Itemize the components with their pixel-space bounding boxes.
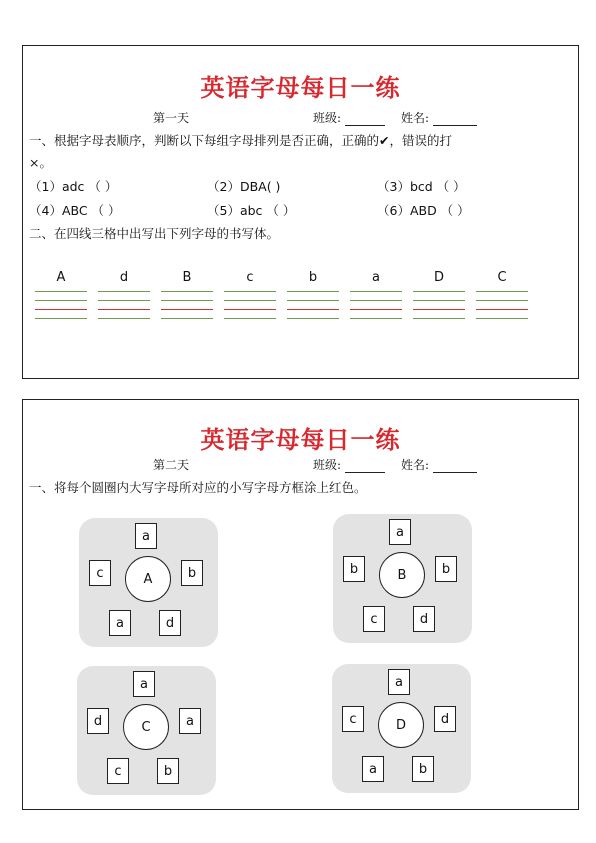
writing-line[interactable] xyxy=(476,291,528,292)
letter-2: B xyxy=(182,270,192,285)
writing-line[interactable] xyxy=(476,309,528,310)
class-label: 班级: xyxy=(313,458,342,472)
letter-4: b xyxy=(308,270,318,285)
lowercase-box-bottom-left[interactable]: a xyxy=(109,610,131,636)
uppercase-circle: B xyxy=(379,552,425,598)
lowercase-box-left[interactable]: d xyxy=(87,708,109,734)
name-label: 姓名: xyxy=(401,111,430,125)
name-field xyxy=(401,456,477,473)
letter-5: a xyxy=(372,270,380,285)
letter-7: C xyxy=(497,270,507,285)
day-label: 第一天 xyxy=(153,111,190,125)
writing-line[interactable] xyxy=(35,291,87,292)
letter-0: A xyxy=(56,270,66,285)
lowercase-box-bottom-left[interactable]: c xyxy=(107,758,129,784)
writing-line[interactable] xyxy=(287,300,339,301)
option-5 xyxy=(207,201,295,219)
writing-line[interactable] xyxy=(98,300,150,301)
lowercase-box-bottom-left[interactable]: c xyxy=(363,606,385,632)
writing-line[interactable] xyxy=(476,300,528,301)
lowercase-box-left[interactable]: b xyxy=(343,556,365,582)
question-1: 一、将每个圆圈内大写字母所对应的小写字母方框涂上红色。 xyxy=(29,480,367,495)
writing-line[interactable] xyxy=(413,318,465,319)
writing-line[interactable] xyxy=(35,309,87,310)
lowercase-box-top[interactable]: a xyxy=(133,671,155,697)
lowercase-box-right[interactable]: a xyxy=(179,708,201,734)
option-number: （3） xyxy=(377,179,410,194)
option-text: adc （ ） xyxy=(61,179,118,194)
lowercase-box-right[interactable]: b xyxy=(435,556,457,582)
day-label: 第二天 xyxy=(153,458,190,472)
option-text: bcd （ ） xyxy=(409,179,466,194)
worksheet-day2 xyxy=(22,399,579,810)
worksheet-day1 xyxy=(22,45,579,379)
option-1 xyxy=(29,177,117,195)
class-field xyxy=(313,456,385,473)
lowercase-box-bottom-right[interactable]: d xyxy=(413,606,435,632)
lowercase-box-left[interactable]: c xyxy=(342,706,364,732)
option-4 xyxy=(29,201,121,219)
writing-line[interactable] xyxy=(98,309,150,310)
class-field xyxy=(313,109,385,126)
writing-line[interactable] xyxy=(287,291,339,292)
uppercase-circle: C xyxy=(123,704,169,750)
writing-line[interactable] xyxy=(287,318,339,319)
question-1-line2: ×。 xyxy=(29,155,52,170)
option-number: （4） xyxy=(29,203,62,218)
writing-line[interactable] xyxy=(413,291,465,292)
writing-line[interactable] xyxy=(413,309,465,310)
lowercase-box-left[interactable]: c xyxy=(89,560,111,586)
option-number: （5） xyxy=(207,203,240,218)
writing-line[interactable] xyxy=(224,300,276,301)
writing-line[interactable] xyxy=(350,300,402,301)
uppercase-circle: D xyxy=(378,702,424,748)
worksheet-title: 英语字母每日一练 xyxy=(200,73,401,102)
writing-line[interactable] xyxy=(161,291,213,292)
option-number: （6） xyxy=(377,203,410,218)
writing-line[interactable] xyxy=(161,309,213,310)
letter-6: D xyxy=(433,270,444,285)
lowercase-box-bottom-right[interactable]: b xyxy=(412,756,434,782)
option-2 xyxy=(207,177,280,195)
option-number: （1） xyxy=(29,179,62,194)
lowercase-box-bottom-right[interactable]: d xyxy=(159,610,181,636)
letter-3: c xyxy=(246,270,254,285)
writing-line[interactable] xyxy=(413,300,465,301)
writing-line[interactable] xyxy=(350,318,402,319)
writing-line[interactable] xyxy=(350,291,402,292)
worksheet-title: 英语字母每日一练 xyxy=(200,425,401,454)
option-text: abc （ ） xyxy=(239,203,296,218)
option-3 xyxy=(377,177,466,195)
writing-line[interactable] xyxy=(161,318,213,319)
writing-line[interactable] xyxy=(287,309,339,310)
name-field xyxy=(401,109,477,126)
class-blank[interactable] xyxy=(345,460,385,473)
name-blank[interactable] xyxy=(433,460,477,473)
option-6 xyxy=(377,201,470,219)
name-label: 姓名: xyxy=(401,458,430,472)
writing-line[interactable] xyxy=(224,309,276,310)
option-text: DBA( ) xyxy=(239,179,281,194)
question-2: 二、在四线三格中出写出下列字母的书写体。 xyxy=(29,226,280,241)
lowercase-box-bottom-left[interactable]: a xyxy=(362,756,384,782)
question-1-line1: 一、根据字母表顺序，判断以下每组字母排列是否正确，正确的✔，错误的打 xyxy=(29,133,452,148)
lowercase-box-top[interactable]: a xyxy=(388,669,410,695)
option-number: （2） xyxy=(207,179,240,194)
option-text: ABC （ ） xyxy=(61,203,121,218)
writing-line[interactable] xyxy=(476,318,528,319)
writing-line[interactable] xyxy=(98,318,150,319)
writing-line[interactable] xyxy=(224,291,276,292)
lowercase-box-right[interactable]: b xyxy=(181,560,203,586)
writing-line[interactable] xyxy=(35,300,87,301)
writing-line[interactable] xyxy=(350,309,402,310)
lowercase-box-top[interactable]: a xyxy=(389,519,411,545)
lowercase-box-bottom-right[interactable]: b xyxy=(157,758,179,784)
letter-1: d xyxy=(119,270,129,285)
lowercase-box-right[interactable]: d xyxy=(434,706,456,732)
writing-line[interactable] xyxy=(35,318,87,319)
name-blank[interactable] xyxy=(433,113,477,126)
option-text: ABD （ ） xyxy=(409,203,470,218)
class-label: 班级: xyxy=(313,111,342,125)
lowercase-box-top[interactable]: a xyxy=(135,523,157,549)
writing-line[interactable] xyxy=(224,318,276,319)
uppercase-circle: A xyxy=(125,556,171,602)
writing-line[interactable] xyxy=(98,291,150,292)
writing-line[interactable] xyxy=(161,300,213,301)
class-blank[interactable] xyxy=(345,113,385,126)
